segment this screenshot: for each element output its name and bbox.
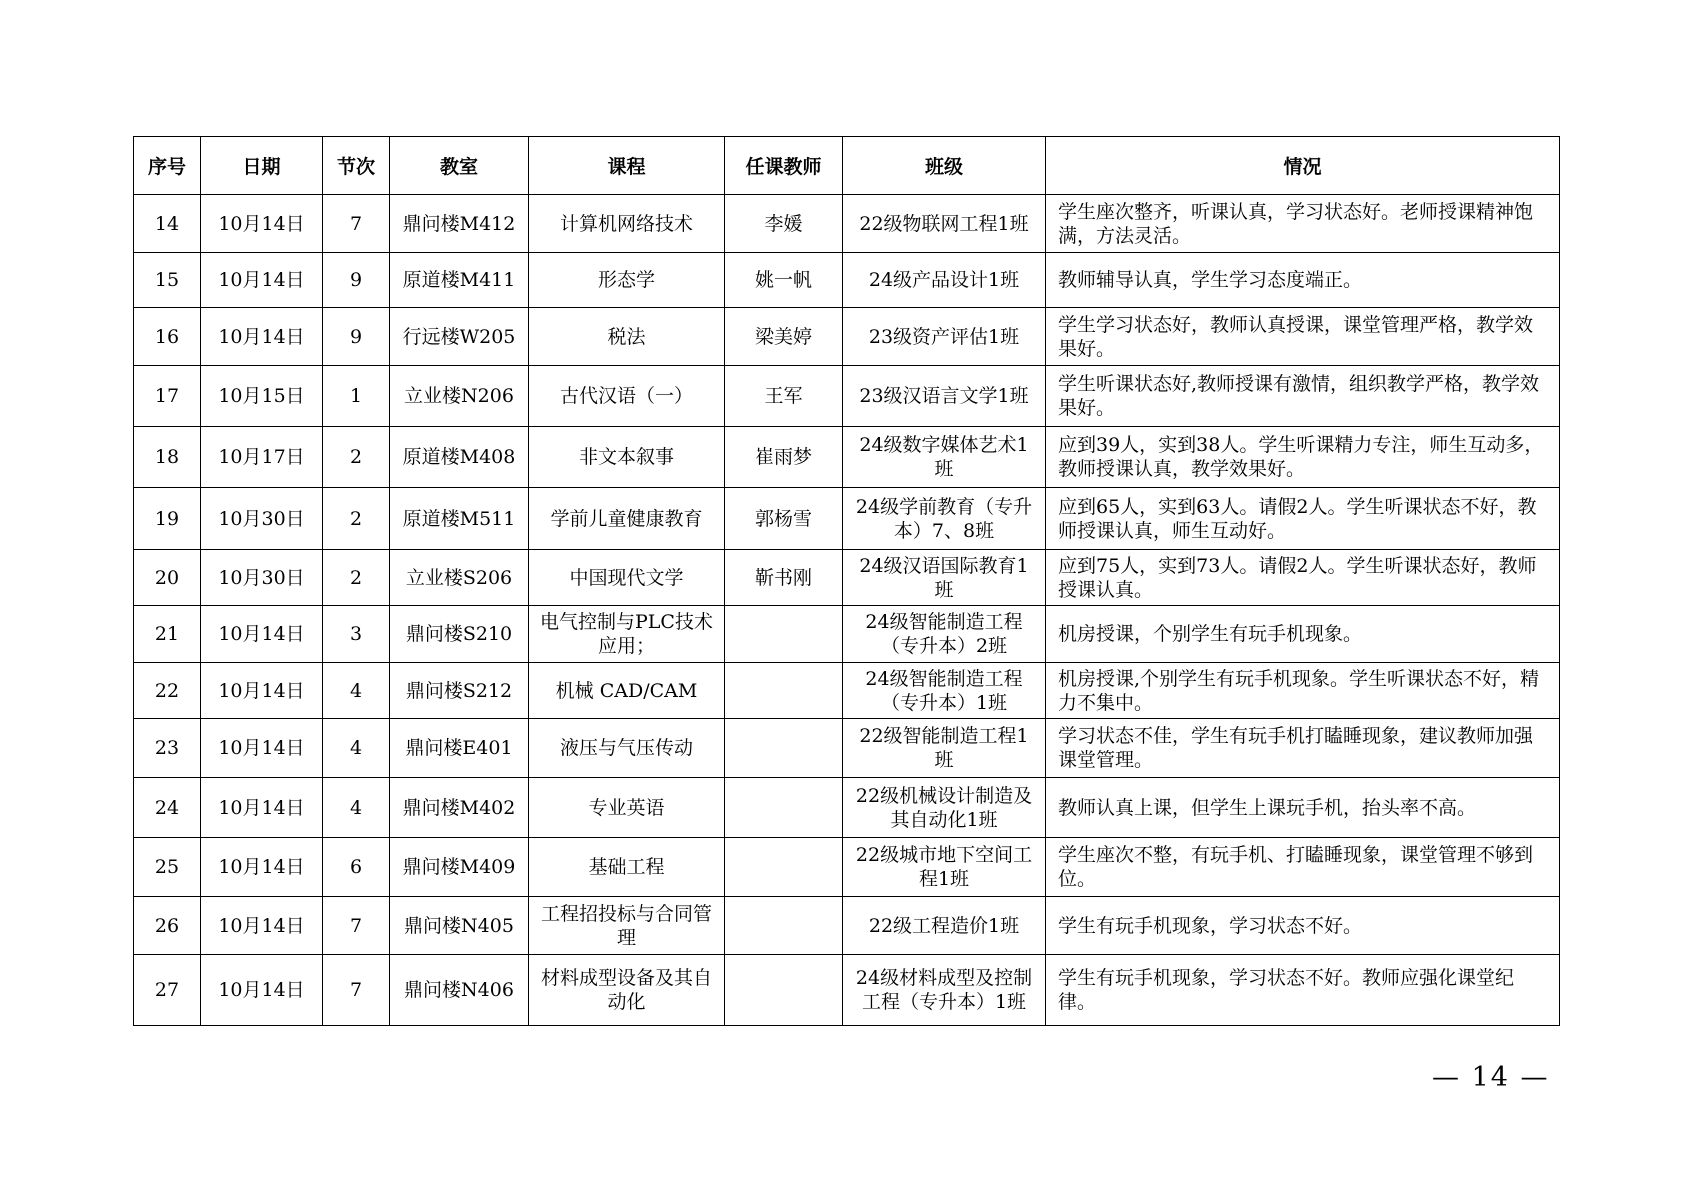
cell-room: 鼎问楼E401 — [390, 719, 529, 778]
inspection-table — [133, 136, 1560, 1026]
cell-serial: 15 — [134, 253, 201, 308]
cell-course: 电气控制与PLC技术应用； — [529, 606, 725, 663]
cell-serial: 16 — [134, 308, 201, 366]
cell-date: 10月14日 — [201, 955, 323, 1026]
cell-period: 4 — [323, 778, 390, 838]
cell-course: 古代汉语（一） — [529, 366, 725, 427]
cell-note: 机房授课，个别学生有玩手机现象。 — [1046, 606, 1560, 663]
cell-class: 24级材料成型及控制工程（专升本）1班 — [843, 955, 1046, 1026]
cell-teacher: 崔雨梦 — [725, 427, 843, 488]
table-row — [134, 719, 1560, 778]
table-row — [134, 366, 1560, 427]
cell-teacher: 姚一帆 — [725, 253, 843, 308]
cell-teacher: 王军 — [725, 366, 843, 427]
cell-room: 原道楼M408 — [390, 427, 529, 488]
header-teacher: 任课教师 — [725, 137, 843, 195]
cell-room: 鼎问楼N405 — [390, 897, 529, 955]
cell-note: 学生座次不整，有玩手机、打瞌睡现象，课堂管理不够到位。 — [1046, 838, 1560, 897]
cell-date: 10月14日 — [201, 719, 323, 778]
cell-course: 基础工程 — [529, 838, 725, 897]
cell-course: 税法 — [529, 308, 725, 366]
cell-course: 非文本叙事 — [529, 427, 725, 488]
cell-date: 10月14日 — [201, 606, 323, 663]
cell-class: 24级产品设计1班 — [843, 253, 1046, 308]
table-row — [134, 838, 1560, 897]
table-row — [134, 195, 1560, 253]
cell-note: 应到39人，实到38人。学生听课精力专注，师生互动多，教师授课认真，教学效果好。 — [1046, 427, 1560, 488]
cell-date: 10月17日 — [201, 427, 323, 488]
cell-teacher — [725, 663, 843, 719]
cell-period: 9 — [323, 308, 390, 366]
header-class: 班级 — [843, 137, 1046, 195]
cell-room: 鼎问楼N406 — [390, 955, 529, 1026]
cell-serial: 18 — [134, 427, 201, 488]
cell-room: 鼎问楼S210 — [390, 606, 529, 663]
table-row — [134, 253, 1560, 308]
cell-course: 学前儿童健康教育 — [529, 488, 725, 550]
cell-serial: 21 — [134, 606, 201, 663]
cell-class: 24级智能制造工程（专升本）1班 — [843, 663, 1046, 719]
cell-course: 工程招投标与合同管理 — [529, 897, 725, 955]
cell-period: 2 — [323, 427, 390, 488]
cell-date: 10月15日 — [201, 366, 323, 427]
cell-note: 学生座次整齐，听课认真，学习状态好。老师授课精神饱满，方法灵活。 — [1046, 195, 1560, 253]
cell-date: 10月30日 — [201, 550, 323, 606]
table-row — [134, 488, 1560, 550]
cell-note: 学习状态不佳，学生有玩手机打瞌睡现象，建议教师加强课堂管理。 — [1046, 719, 1560, 778]
cell-class: 24级智能制造工程（专升本）2班 — [843, 606, 1046, 663]
table-row — [134, 955, 1560, 1026]
cell-teacher — [725, 955, 843, 1026]
cell-class: 22级城市地下空间工程1班 — [843, 838, 1046, 897]
cell-date: 10月14日 — [201, 838, 323, 897]
cell-room: 立业楼S206 — [390, 550, 529, 606]
cell-teacher — [725, 778, 843, 838]
header-course: 课程 — [529, 137, 725, 195]
cell-course: 计算机网络技术 — [529, 195, 725, 253]
header-serial: 序号 — [134, 137, 201, 195]
cell-room: 鼎问楼M412 — [390, 195, 529, 253]
cell-room: 鼎问楼M402 — [390, 778, 529, 838]
cell-period: 7 — [323, 897, 390, 955]
cell-room: 行远楼W205 — [390, 308, 529, 366]
cell-serial: 20 — [134, 550, 201, 606]
cell-serial: 24 — [134, 778, 201, 838]
cell-class: 24级数字媒体艺术1班 — [843, 427, 1046, 488]
cell-note: 学生学习状态好，教师认真授课，课堂管理严格，教学效果好。 — [1046, 308, 1560, 366]
cell-class: 23级资产评估1班 — [843, 308, 1046, 366]
table-row — [134, 897, 1560, 955]
cell-serial: 23 — [134, 719, 201, 778]
cell-class: 22级机械设计制造及其自动化1班 — [843, 778, 1046, 838]
cell-period: 4 — [323, 719, 390, 778]
table-row — [134, 663, 1560, 719]
cell-note: 机房授课,个别学生有玩手机现象。学生听课状态不好，精力不集中。 — [1046, 663, 1560, 719]
cell-course: 材料成型设备及其自动化 — [529, 955, 725, 1026]
cell-period: 2 — [323, 488, 390, 550]
cell-period: 3 — [323, 606, 390, 663]
cell-class: 22级物联网工程1班 — [843, 195, 1046, 253]
cell-date: 10月14日 — [201, 778, 323, 838]
cell-teacher — [725, 719, 843, 778]
cell-teacher: 李媛 — [725, 195, 843, 253]
table-row — [134, 778, 1560, 838]
cell-note: 学生听课状态好,教师授课有激情，组织教学严格，教学效果好。 — [1046, 366, 1560, 427]
table-row — [134, 308, 1560, 366]
header-row — [134, 137, 1560, 195]
cell-teacher — [725, 838, 843, 897]
cell-teacher: 靳书刚 — [725, 550, 843, 606]
cell-class: 22级智能制造工程1班 — [843, 719, 1046, 778]
header-date: 日期 — [201, 137, 323, 195]
cell-period: 2 — [323, 550, 390, 606]
cell-teacher: 梁美婷 — [725, 308, 843, 366]
cell-room: 鼎问楼M409 — [390, 838, 529, 897]
cell-date: 10月14日 — [201, 195, 323, 253]
cell-serial: 14 — [134, 195, 201, 253]
cell-course: 机械 CAD/CAM — [529, 663, 725, 719]
header-period: 节次 — [323, 137, 390, 195]
cell-serial: 25 — [134, 838, 201, 897]
cell-class: 24级汉语国际教育1班 — [843, 550, 1046, 606]
cell-note: 应到65人，实到63人。请假2人。学生听课状态不好，教师授课认真，师生互动好。 — [1046, 488, 1560, 550]
cell-note: 学生有玩手机现象，学习状态不好。 — [1046, 897, 1560, 955]
cell-course: 中国现代文学 — [529, 550, 725, 606]
cell-date: 10月30日 — [201, 488, 323, 550]
cell-room: 立业楼N206 — [390, 366, 529, 427]
cell-serial: 26 — [134, 897, 201, 955]
cell-note: 教师认真上课，但学生上课玩手机，抬头率不高。 — [1046, 778, 1560, 838]
cell-serial: 22 — [134, 663, 201, 719]
cell-serial: 17 — [134, 366, 201, 427]
cell-teacher — [725, 606, 843, 663]
table-row — [134, 606, 1560, 663]
cell-room: 原道楼M511 — [390, 488, 529, 550]
cell-date: 10月14日 — [201, 253, 323, 308]
page-number: — 14 — — [1432, 1062, 1550, 1093]
cell-teacher: 郭杨雪 — [725, 488, 843, 550]
cell-date: 10月14日 — [201, 897, 323, 955]
cell-class: 24级学前教育（专升本）7、8班 — [843, 488, 1046, 550]
table-row — [134, 550, 1560, 606]
cell-serial: 27 — [134, 955, 201, 1026]
cell-period: 9 — [323, 253, 390, 308]
cell-room: 原道楼M411 — [390, 253, 529, 308]
header-note: 情况 — [1046, 137, 1560, 195]
cell-note: 应到75人，实到73人。请假2人。学生听课状态好，教师授课认真。 — [1046, 550, 1560, 606]
cell-teacher — [725, 897, 843, 955]
cell-note: 学生有玩手机现象，学习状态不好。教师应强化课堂纪律。 — [1046, 955, 1560, 1026]
cell-period: 7 — [323, 955, 390, 1026]
cell-course: 专业英语 — [529, 778, 725, 838]
cell-date: 10月14日 — [201, 663, 323, 719]
cell-serial: 19 — [134, 488, 201, 550]
header-room: 教室 — [390, 137, 529, 195]
cell-course: 液压与气压传动 — [529, 719, 725, 778]
cell-period: 4 — [323, 663, 390, 719]
cell-date: 10月14日 — [201, 308, 323, 366]
cell-period: 7 — [323, 195, 390, 253]
cell-period: 1 — [323, 366, 390, 427]
cell-room: 鼎问楼S212 — [390, 663, 529, 719]
cell-class: 22级工程造价1班 — [843, 897, 1046, 955]
cell-course: 形态学 — [529, 253, 725, 308]
cell-class: 23级汉语言文学1班 — [843, 366, 1046, 427]
cell-note: 教师辅导认真，学生学习态度端正。 — [1046, 253, 1560, 308]
table-row — [134, 427, 1560, 488]
cell-period: 6 — [323, 838, 390, 897]
